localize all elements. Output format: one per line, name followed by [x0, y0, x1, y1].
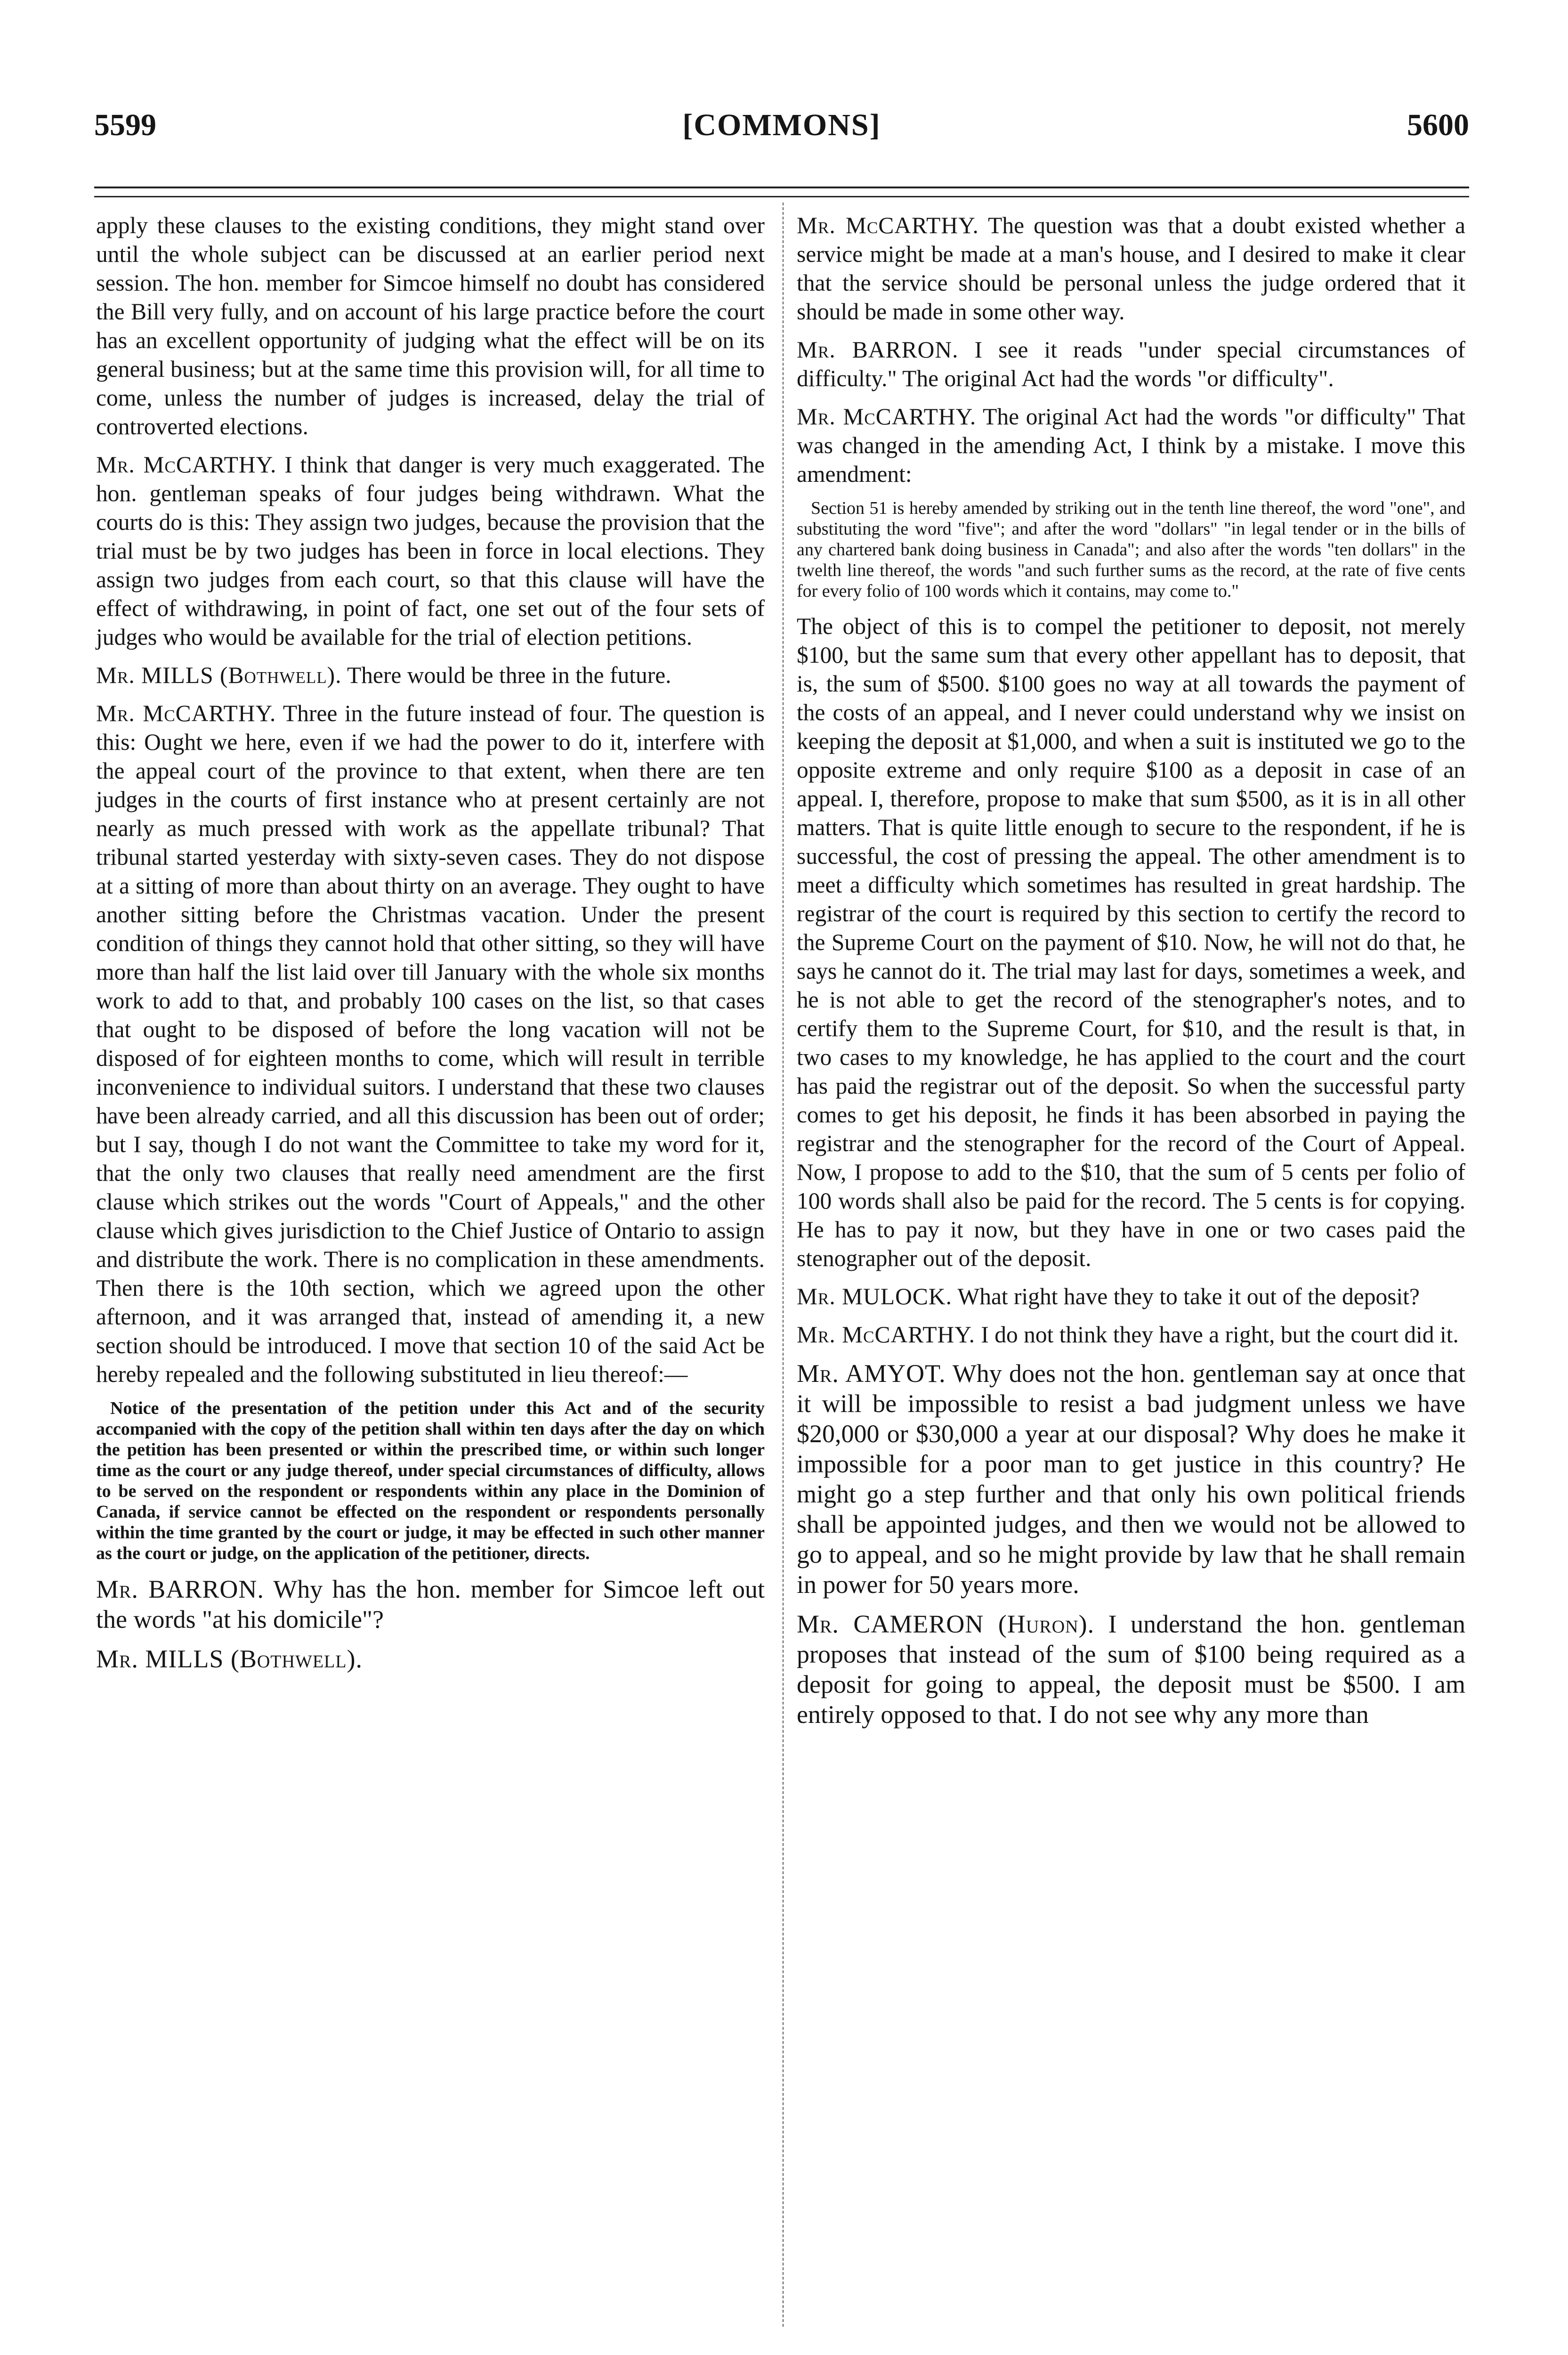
speech	[96, 1644, 765, 1674]
chamber-title: [COMMONS]	[682, 108, 881, 142]
speaker-name: Mr. McCARTHY.	[797, 212, 979, 238]
speaker-name: Mr. AMYOT.	[797, 1359, 946, 1388]
speech-text: There would be three in the future.	[347, 662, 671, 688]
speech-text: The original Act had the words "or difficulty" That was changed in the amending Act, I think by a mistake. I move this amendment:	[797, 404, 1465, 487]
header-rule-top	[94, 187, 1469, 188]
speech-text: I understand the hon. gentleman proposes that instead of the sum of $100 being required as a deposit for going to appeal, the deposit must be $500. I am entirely opposed to that. I do not see why any more than	[797, 1610, 1465, 1729]
page-number-left: 5599	[94, 108, 156, 142]
column-divider	[783, 203, 784, 2327]
speech-text: Why has the hon. member for Simcoe left out the words "at his domicile"?	[96, 1575, 765, 1633]
speaker-name: Mr. MILLS (Bothwell).	[96, 662, 342, 688]
speech	[797, 1609, 1465, 1730]
quoted-clause: Section 51 is hereby amended by striking out in the tenth line thereof, the word "one", and substituting the word "five"; and after the word "dollars" "in legal tender or in the bills of any chartered bank doing business in Canada"; and also after the words "ten dollars" in the twelth line thereof, the words "and such further sums as the record, at the rate of five cents for every folio of 100 words which it contains, may come to."	[797, 498, 1465, 601]
speech	[96, 661, 765, 690]
paragraph-text: apply these clauses to the existing conditions, they might stand over until the whole subject can be discussed at an earlier period next session. The hon. member for Simcoe himself no doubt has considered the Bill very fully, and on account of his large practice before the court has an excellent opportunity of judging what the effect will be on its general business; but at the same time this provision will, for all time to come, unless the number of judges is increased, delay the trial of controverted elections.	[96, 212, 765, 439]
speaker-name: Mr. McCARTHY.	[797, 404, 977, 430]
speech-text: The question was that a doubt existed whether a service might be made at a man's house, and I desired to make it clear that the service should be personal unless the judge ordered that it should be made in some other way.	[797, 212, 1465, 325]
speech-text: I think that danger is very much exaggerated. The hon. gentleman speaks of four judges being withdrawn. What the courts do is this: They assign two judges, because the provision that the trial must be by two judges has been in force in local elections. They assign two judges from each court, so that this clause will have the effect of withdrawing, in point of fact, one set out of the four sets of judges who would be available for the trial of election petitions.	[96, 452, 765, 650]
speech-text: What right have they to take it out of the deposit?	[957, 1283, 1420, 1309]
page-header	[94, 107, 1469, 150]
speech	[797, 335, 1465, 393]
speech	[96, 450, 765, 651]
paragraph	[797, 612, 1465, 1273]
header-rule-bottom	[94, 196, 1469, 197]
speech	[96, 699, 765, 1389]
speech-text: Three in the future instead of four. The question is this: Ought we here, even if we had the power to do it, interfere with the appeal court of the province to that extent, when there are ten judges in the courts of first instance who at present certainly are not nearly as much pressed with work as the appellate tribunal? That tribunal started yesterday with sixty-seven cases. They do not dispose at a sitting of more than about thirty on an average. They ought to have another sitting before the Christmas vacation. Under the present condition of things they cannot hold that other sitting, so they will have more than half the list laid over till January with the whole six months work to add to that, and probably 100 cases on the list, so that cases that ought to be disposed of before the long vacation will not be disposed of for eighteen months to come, which will result in terrible inconvenience to individual suitors. I understand that these two clauses have been already carried, and all this discussion has been out of order; but I say, though I do not want the Committee to take my word for it, that the only two clauses that really need amendment are the first clause which strikes out the words "Court of Appeals," and the other clause which gives jurisdiction to the Chief Justice of Ontario to assign and distribute the work. There is no complication in these amendments. Then there is the 10th section, which we agreed upon the other afternoon, and it was arranged that, instead of amending it, a new section should be introduced. I move that section 10 of the said Act be hereby repealed and the following substituted in lieu thereof:—	[96, 700, 765, 1387]
speech	[797, 402, 1465, 488]
right-column	[797, 211, 1465, 1739]
speech	[96, 1574, 765, 1634]
speech-text: I see it reads "under special circumstances of difficulty." The original Act had the words "or difficulty".	[797, 337, 1466, 391]
speech	[797, 211, 1465, 326]
speaker-name: Mr. CAMERON (Huron).	[797, 1610, 1095, 1638]
speaker-name: Mr. McCARTHY.	[96, 700, 276, 726]
motion-text	[96, 1398, 765, 1564]
speaker-name: Mr. BARRON.	[797, 337, 959, 363]
speech-text: Why does not the hon. gentleman say at once that it will be impossible to resist a bad judgment unless we have $20,000 or $30,000 a year at our disposal? Why does he make it impossible for a poor man to get justice in this country? He might go a step further and that only his own political friends shall be appointed judges, and then we would not be allowed to go to appeal, and so he might provide by law that he shall remain in power for 50 years more.	[797, 1359, 1465, 1599]
speech	[797, 1320, 1465, 1349]
speaker-name: Mr. BARRON.	[96, 1575, 264, 1603]
motion-text	[797, 498, 1465, 601]
speech-text: I do not think they have a right, but the court did it.	[981, 1322, 1459, 1348]
page-number-right: 5600	[1407, 108, 1469, 142]
paragraph	[96, 211, 765, 441]
left-column	[96, 211, 765, 1683]
speech	[797, 1358, 1465, 1600]
speech	[797, 1282, 1465, 1311]
paragraph-text: The object of this is to compel the petitioner to deposit, not merely $100, but the same sum that every other appellant has to deposit, that is, the sum of $500. $100 goes no way at all towards the payment of the costs of an appeal, and I never could understand why we insist on keeping the deposit at $1,000, and when a suit is instituted we go to the opposite extreme and only require $100 as a deposit in case of an appeal. I, therefore, propose to make that sum $500, as it is in all other matters. That is quite little enough to secure to the respondent, if he is successful, the cost of pressing the appeal. The other amendment is to meet a difficulty which sometimes has resulted in great hardship. The registrar of the court is required by this section to certify the record to the Supreme Court on the payment of $10. Now, he will not do that, he says he cannot do it. The trial may last for days, sometimes a week, and he is not able to get the record of the stenographer's notes, and to certify them to the Supreme Court, for $10, and the result is that, in two cases to my knowledge, he has applied to the court and the court has paid the registrar out of the deposit. So when the successful party comes to get his deposit, he finds it has been absorbed in paying the registrar and the stenographer for the record of the Court of Appeal. Now, I propose to add to the $10, that the sum of 5 cents per folio of 100 words shall also be paid for the record. The 5 cents is for copying. He has to pay it now, but they have in one or two cases paid the stenographer out of the deposit.	[797, 613, 1465, 1271]
speaker-name: Mr. McCARTHY.	[96, 452, 277, 478]
quoted-clause: Notice of the presentation of the petition under this Act and of the security accompanied with the copy of the petition shall within ten days after the day on which the petition has been presented or within the prescribed time, or within such longer time as the court or any judge thereof, under special circumstances of difficulty, allows to be served on the respondent or respondents within any place in the Dominion of Canada, if service cannot be effected on the respondent or respondents personally within the time granted by the court or judge, it may be effected in such other manner as the court or judge, on the application of the petitioner, directs.	[96, 1398, 765, 1563]
speaker-name: Mr. McCARTHY.	[797, 1322, 975, 1348]
speaker-name: Mr. MULOCK.	[797, 1283, 952, 1309]
speaker-name: Mr. MILLS (Bothwell).	[96, 1645, 363, 1673]
